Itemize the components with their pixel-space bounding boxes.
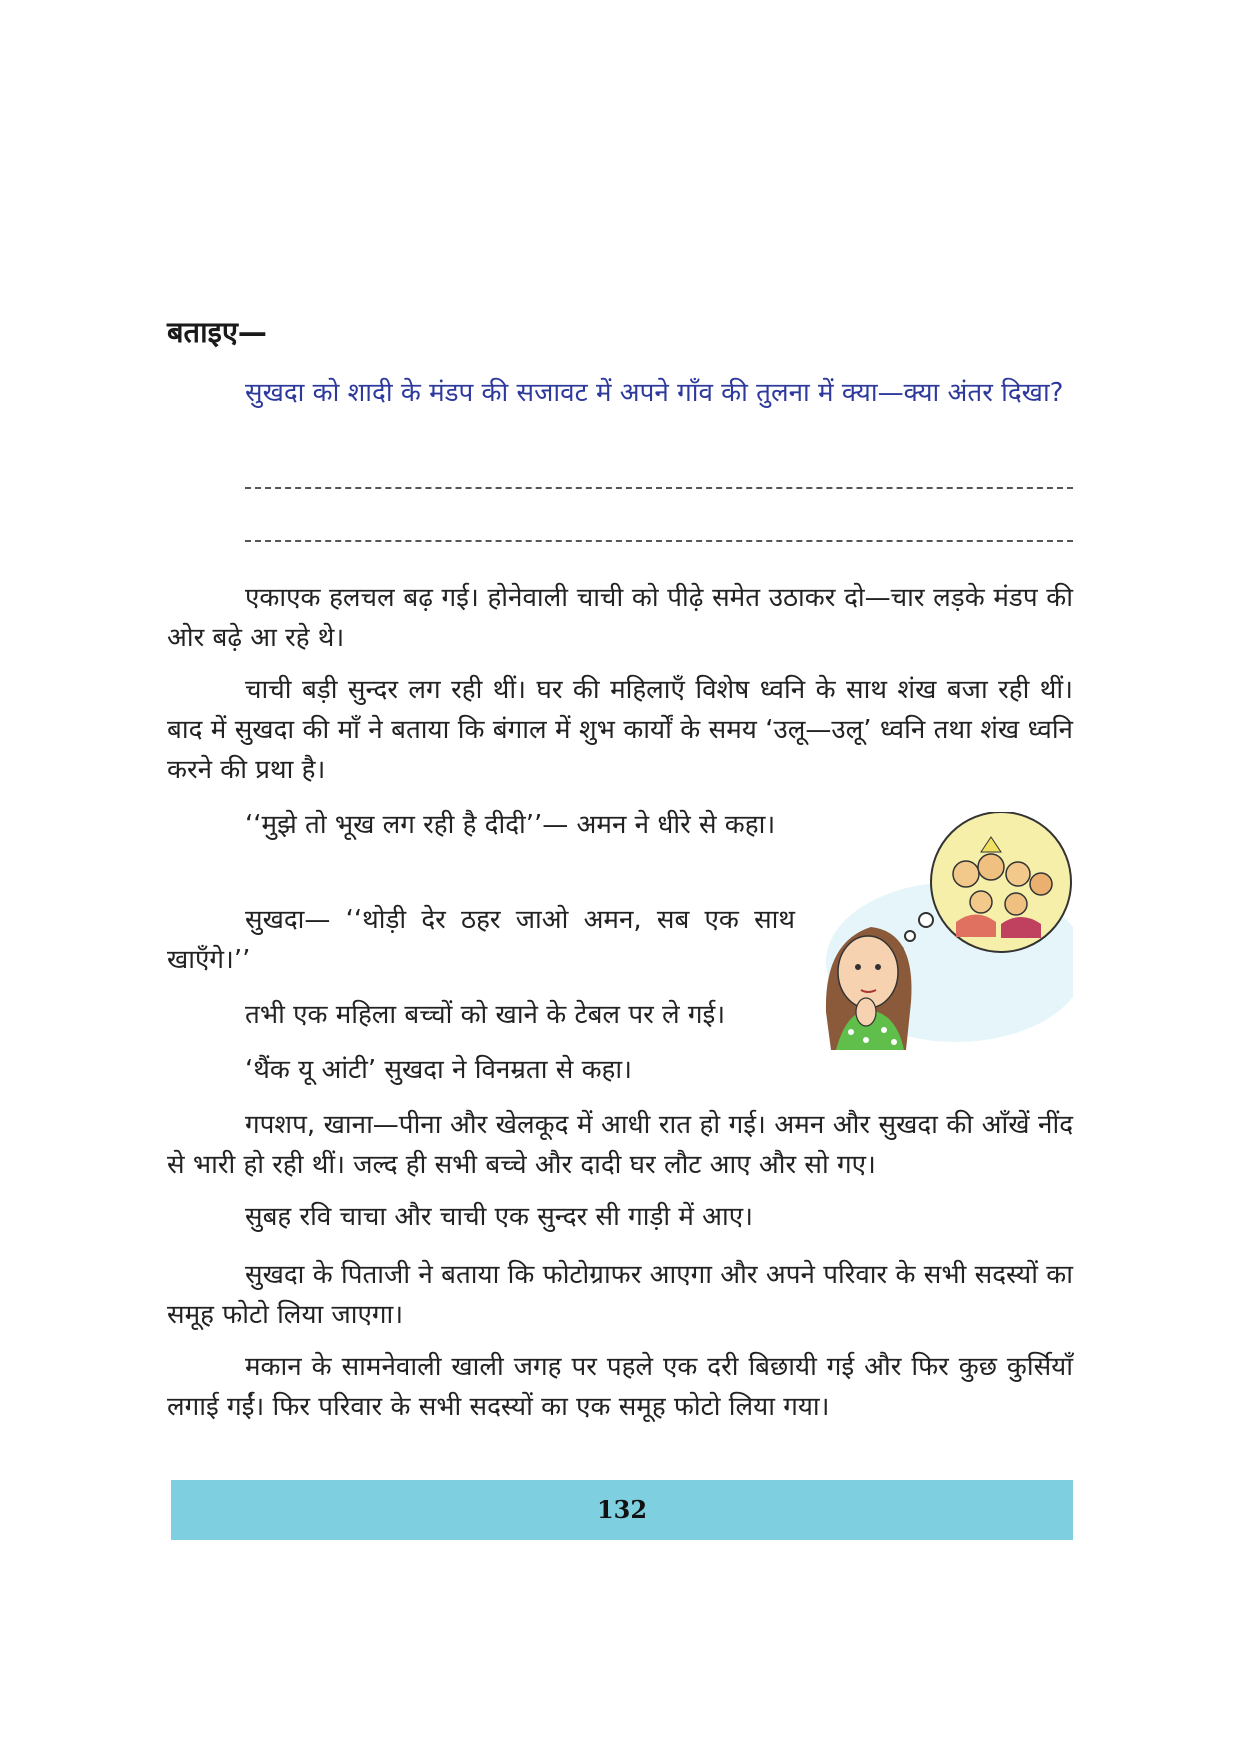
answer-line	[245, 540, 1073, 542]
section-heading: बताइए—	[167, 315, 267, 349]
page-number: 132	[596, 1495, 648, 1524]
girl-thinking-drawing	[806, 812, 1073, 1050]
footer-band	[171, 1480, 1073, 1540]
question-text: सुखदा को शादी के मंडप की सजावट में अपने गाँव की तुलना में क्या—क्या अंतर दिखा?	[245, 378, 1064, 408]
paragraph: तभी एक महिला बच्चों को खाने के टेबल पर ले गई।	[245, 1000, 726, 1030]
girl-thinking-illustration	[806, 812, 1073, 1050]
paragraph: सुखदा— ‘‘थोड़ी देर ठहर जाओ अमन, सब एक साथ खाएँगे।’’	[167, 905, 795, 975]
paragraph: सुखदा के पिताजी ने बताया कि फोटोग्राफर आएगा और अपने परिवार के सभी सदस्यों का समूह फोटो लिया जाएगा।	[167, 1260, 1073, 1330]
answer-line	[245, 487, 1073, 489]
paragraph: सुबह रवि चाचा और चाची एक सुन्दर सी गाड़ी में आए।	[245, 1202, 753, 1232]
paragraph: मकान के सामनेवाली खाली जगह पर पहले एक दरी बिछायी गई और फिर कुछ कुर्सियाँ लगाई गईं। फिर परिवार के सभी सदस्यों का एक समूह फोटो लिया गया।	[167, 1352, 1073, 1422]
paragraph: चाची बड़ी सुन्दर लग रही थीं। घर की महिलाएँ विशेष ध्वनि के साथ शंख बजा रही थीं। बाद में सुखदा की माँ ने बताया कि बंगाल में शुभ कार्यों के समय ‘उलू—उलू’ ध्वनि तथा शंख ध्वनि करने की प्रथा है।	[167, 675, 1073, 785]
paragraph: ‘‘मुझे तो भूख लग रही है दीदी’’— अमन ने धीरे से कहा।	[245, 810, 776, 840]
paragraph: गपशप, खाना—पीना और खेलकूद में आधी रात हो गई। अमन और सुखदा की आँखें नींद से भारी हो रही थीं। जल्द ही सभी बच्चे और दादी घर लौट आए और सो गए।	[167, 1110, 1073, 1180]
paragraph: ‘थैंक यू आंटी’ सुखदा ने विनम्रता से कहा।	[245, 1055, 632, 1085]
paragraph: एकाएक हलचल बढ़ गई। होनेवाली चाची को पीढ़े समेत उठाकर दो—चार लड़के मंडप की ओर बढ़े आ रहे थे।	[167, 583, 1073, 653]
